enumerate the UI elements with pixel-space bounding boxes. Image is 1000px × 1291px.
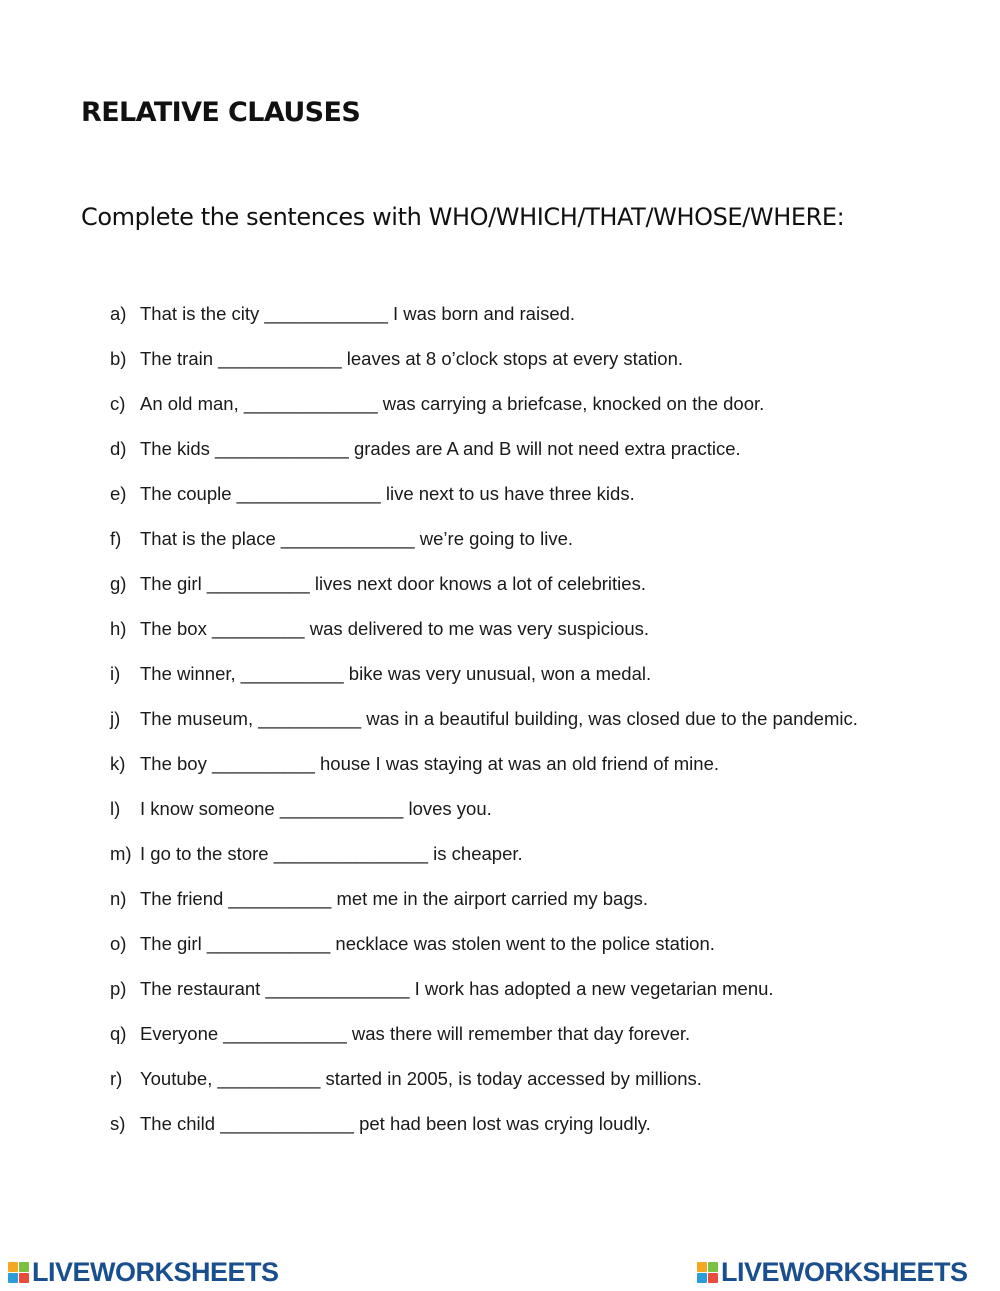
- item-sentence: The kids _____________ grades are A and B will not need extra practice.: [140, 438, 741, 459]
- item-sentence: Youtube, __________ started in 2005, is today accessed by millions.: [140, 1068, 702, 1089]
- liveworksheets-logo-right: [697, 1257, 968, 1287]
- item-sentence: The restaurant ______________ I work has adopted a new vegetarian menu.: [140, 978, 774, 999]
- logo-block: [708, 1273, 718, 1283]
- item-letter: o): [110, 933, 127, 954]
- logo-block: [697, 1273, 707, 1283]
- item-letter: e): [110, 483, 127, 504]
- item-letter: m): [110, 843, 132, 864]
- logo-block: [19, 1262, 29, 1272]
- item-sentence: The girl __________ lives next door knows a lot of celebrities.: [140, 573, 646, 594]
- exercise-item: [110, 978, 970, 1023]
- item-sentence: The museum, __________ was in a beautiful building, was closed due to the pandemic.: [140, 708, 858, 729]
- item-letter: l): [110, 798, 121, 819]
- logo-block: [19, 1273, 29, 1283]
- exercise-item: [110, 663, 970, 708]
- item-sentence: An old man, _____________ was carrying a briefcase, knocked on the door.: [140, 393, 765, 414]
- item-sentence: Everyone ____________ was there will remember that day forever.: [140, 1023, 691, 1044]
- item-letter: f): [110, 528, 122, 549]
- item-letter: r): [110, 1068, 123, 1089]
- item-sentence: That is the place _____________ we’re going to live.: [140, 528, 573, 549]
- exercise-item: [110, 438, 970, 483]
- item-sentence: That is the city ____________ I was born and raised.: [140, 303, 576, 324]
- item-letter: n): [110, 888, 127, 909]
- exercise-item: [110, 1113, 970, 1158]
- logo-blocks-icon: [697, 1262, 718, 1283]
- item-letter: k): [110, 753, 126, 774]
- exercise-item: [110, 798, 970, 843]
- item-letter: d): [110, 438, 127, 459]
- exercise-item: [110, 393, 970, 438]
- exercise-item: [110, 708, 970, 753]
- exercise-item: [110, 1068, 970, 1113]
- liveworksheets-logo-left: [8, 1257, 279, 1287]
- item-sentence: I know someone ____________ loves you.: [140, 798, 492, 819]
- exercise-item: [110, 618, 970, 663]
- exercise-list: [110, 303, 970, 1158]
- exercise-item: [110, 933, 970, 978]
- item-sentence: The train ____________ leaves at 8 o’clock stops at every station.: [140, 348, 684, 369]
- item-sentence: The box _________ was delivered to me was very suspicious.: [140, 618, 650, 639]
- item-sentence: The boy __________ house I was staying at was an old friend of mine.: [140, 753, 720, 774]
- exercise-item: [110, 1023, 970, 1068]
- item-letter: b): [110, 348, 127, 369]
- logo-block: [8, 1262, 18, 1272]
- item-letter: a): [110, 303, 127, 324]
- item-letter: p): [110, 978, 127, 999]
- exercise-item: [110, 573, 970, 618]
- exercise-item: [110, 753, 970, 798]
- item-letter: h): [110, 618, 127, 639]
- logo-text: LIVEWORKSHEETS: [721, 1257, 968, 1287]
- item-sentence: The couple ______________ live next to us have three kids.: [140, 483, 635, 504]
- worksheet-title: RELATIVE CLAUSES: [81, 97, 361, 128]
- item-letter: g): [110, 573, 127, 594]
- exercise-item: [110, 888, 970, 933]
- item-sentence: The friend __________ met me in the airport carried my bags.: [140, 888, 649, 909]
- item-sentence: The winner, __________ bike was very unusual, won a medal.: [140, 663, 652, 684]
- item-sentence: The girl ____________ necklace was stolen went to the police station.: [140, 933, 715, 954]
- item-letter: j): [110, 708, 121, 729]
- worksheet-instruction: Complete the sentences with WHO/WHICH/THAT/WHOSE/WHERE:: [81, 203, 845, 231]
- logo-text: LIVEWORKSHEETS: [32, 1257, 279, 1287]
- item-sentence: I go to the store _______________ is cheaper.: [140, 843, 523, 864]
- item-letter: q): [110, 1023, 127, 1044]
- exercise-item: [110, 528, 970, 573]
- exercise-item: [110, 348, 970, 393]
- exercise-item: [110, 483, 970, 528]
- logo-block: [8, 1273, 18, 1283]
- logo-blocks-icon: [8, 1262, 29, 1283]
- item-letter: i): [110, 663, 121, 684]
- exercise-item: [110, 303, 970, 348]
- item-letter: c): [110, 393, 126, 414]
- exercise-item: [110, 843, 970, 888]
- logo-block: [697, 1262, 707, 1272]
- item-sentence: The child _____________ pet had been lost was crying loudly.: [140, 1113, 651, 1134]
- item-letter: s): [110, 1113, 126, 1134]
- logo-block: [708, 1262, 718, 1272]
